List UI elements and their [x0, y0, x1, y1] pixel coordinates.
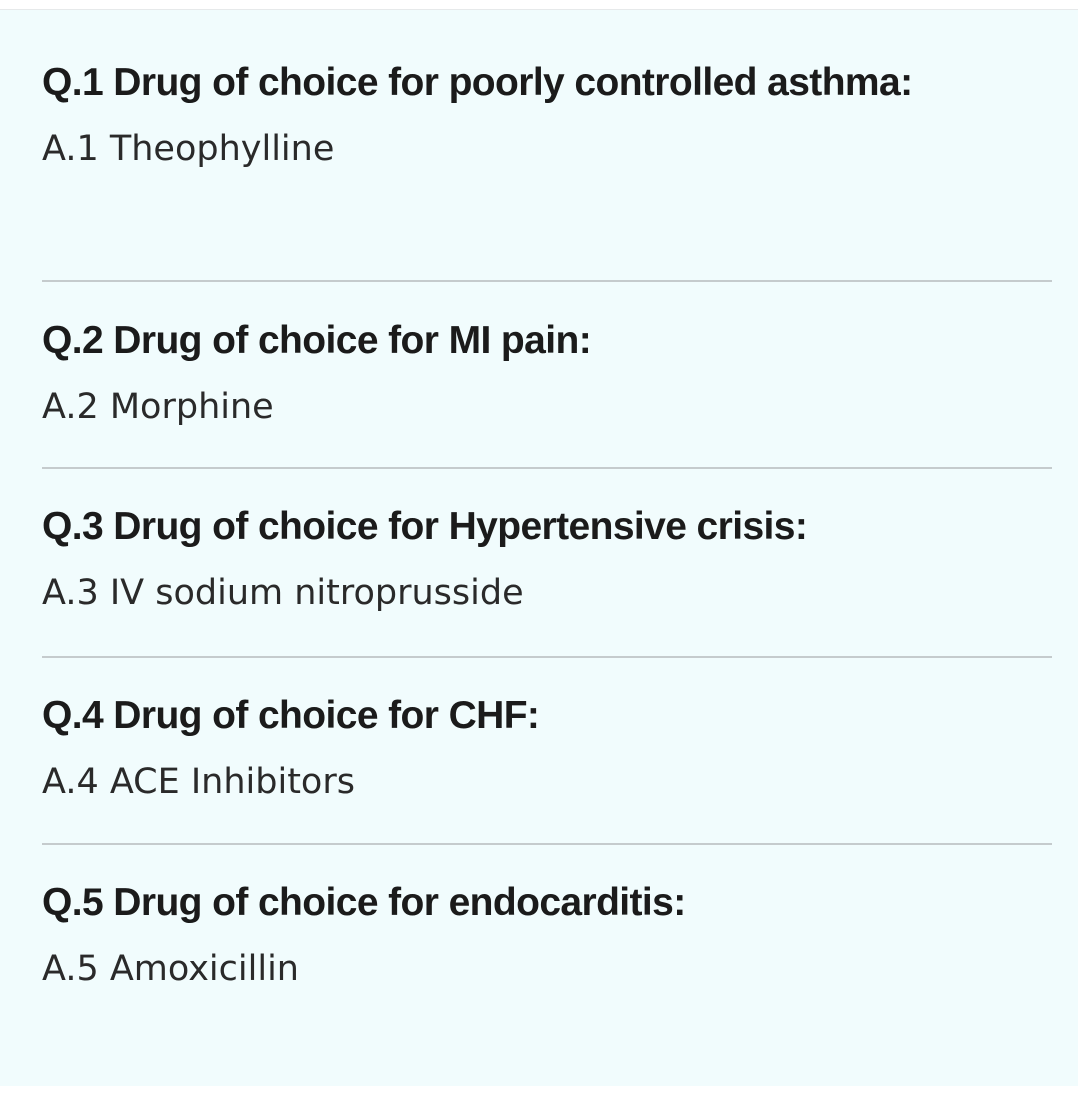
answer-text: A.5 Amoxicillin — [42, 949, 299, 989]
qa-item-1 — [42, 46, 1052, 179]
qa-item-2 — [42, 304, 1052, 437]
question-text: Q.5 Drug of choice for endocarditis: — [42, 881, 686, 924]
qa-item-3 — [42, 490, 1052, 623]
question-text: Q.1 Drug of choice for poorly controlled asthma: — [42, 61, 913, 104]
answer-text: A.4 ACE Inhibitors — [42, 762, 355, 802]
divider — [42, 843, 1052, 845]
divider — [42, 280, 1052, 282]
question-text: Q.4 Drug of choice for CHF: — [42, 694, 540, 737]
answer-text: A.2 Morphine — [42, 387, 274, 427]
qa-item-5 — [42, 866, 1052, 999]
question-text: Q.2 Drug of choice for MI pain: — [42, 319, 592, 362]
divider — [42, 656, 1052, 658]
answer-text: A.1 Theophylline — [42, 129, 335, 169]
qa-item-4 — [42, 679, 1052, 812]
answer-text: A.3 IV sodium nitroprusside — [42, 573, 524, 613]
divider — [42, 467, 1052, 469]
qa-card — [0, 10, 1078, 1086]
question-text: Q.3 Drug of choice for Hypertensive crisis: — [42, 505, 808, 548]
